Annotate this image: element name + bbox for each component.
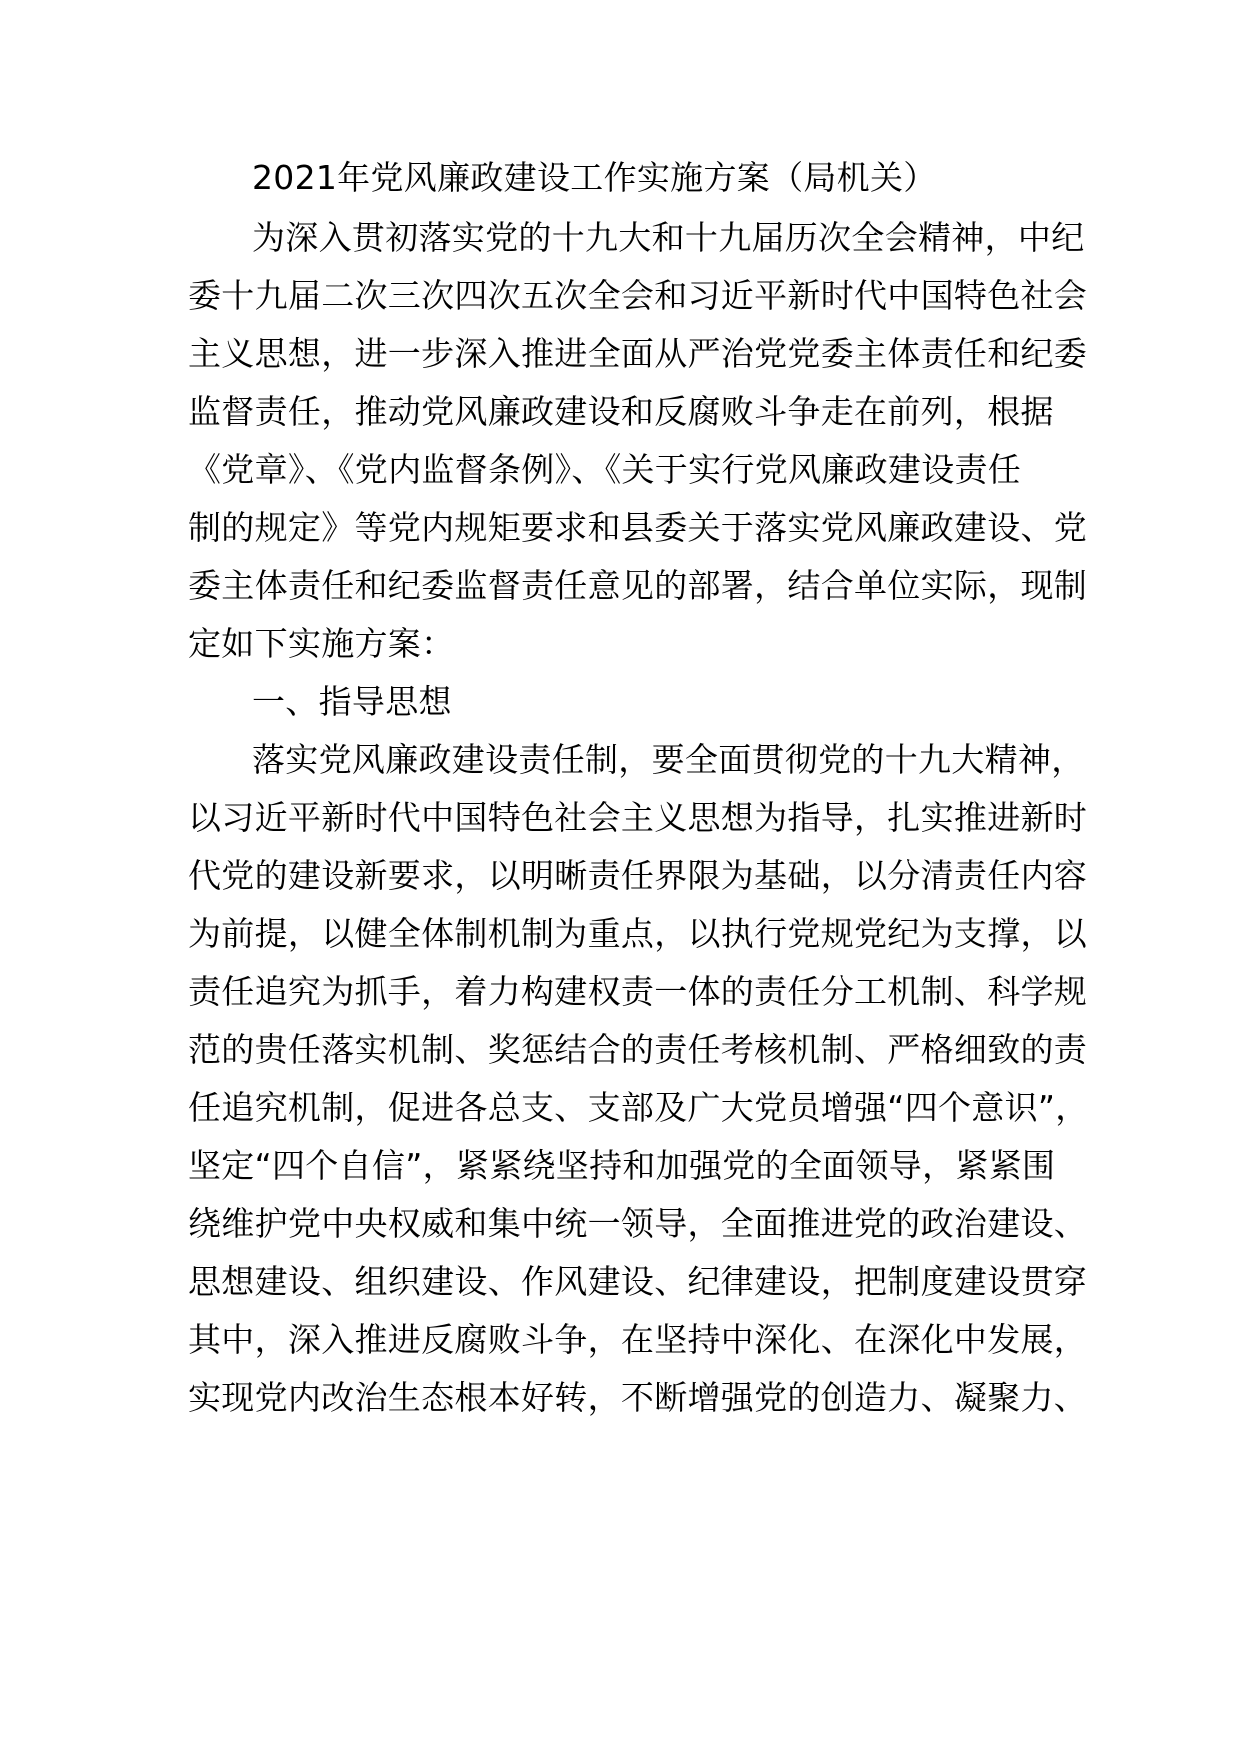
body-line: 其中，深入推进反腐败斗争，在坚持中深化、在深化中发展， <box>188 1320 1088 1359</box>
intro-line: 为深入贯初落实党的十九大和十九届历次全会精神，中纪 <box>252 218 1085 257</box>
body-line: 代党的建设新要求，以明晰责任界限为基础，以分清责任内容 <box>188 856 1088 895</box>
body-line: 责任追究为抓手，着力构建权责一体的责任分工机制、科学规 <box>188 972 1088 1011</box>
section-heading: 一、指导思想 <box>252 682 452 721</box>
intro-line: 主义思想，进一步深入推进全面从严治党党委主体责任和纪委 <box>188 334 1088 373</box>
intro-line: 制的规定》等党内规矩要求和县委关于落实党风廉政建设、党 <box>188 508 1088 547</box>
intro-line: 委十九届二次三次四次五次全会和习近平新时代中国特色社会 <box>188 276 1088 315</box>
body-line: 实现党内改治生态根本好转，不断增强党的创造力、凝聚力、 <box>188 1378 1088 1417</box>
intro-line: 《党章》、《党内监督条例》、《关于实行党风廉政建设责任 <box>188 450 1022 489</box>
body-line: 任追究机制，促进各总支、支部及广大党员增强“四个意识”， <box>188 1088 1089 1127</box>
intro-line: 监督责任，推动党风廉政建设和反腐败斗争走在前列，根据 <box>188 392 1054 431</box>
body-line: 为前提，以健全体制机制为重点，以执行党规党纪为支撑，以 <box>188 914 1088 953</box>
body-line: 思想建设、组织建设、作风建设、纪律建设，把制度建设贯穿 <box>188 1262 1088 1301</box>
intro-line: 定如下实施方案： <box>188 624 455 663</box>
body-line: 范的贵任落实机制、奖惩结合的责任考核机制、严格细致的责 <box>188 1030 1088 1069</box>
body-line: 落实党风廉政建设责任制，要全面贯彻党的十九大精神， <box>252 740 1085 779</box>
document-title: 2021年党风廉政建设工作实施方案（局机关） <box>252 158 937 197</box>
body-line: 坚定“四个自信”，紧紧绕坚持和加强党的全面领导，紧紧围 <box>188 1146 1056 1185</box>
body-line: 以习近平新时代中国特色社会主义思想为指导，扎实推进新时 <box>188 798 1088 837</box>
intro-line: 委主体责任和纪委监督责任意见的部署，结合单位实际，现制 <box>188 566 1088 605</box>
body-line: 绕维护党中央权威和集中统一领导，全面推进党的政治建设、 <box>188 1204 1088 1243</box>
